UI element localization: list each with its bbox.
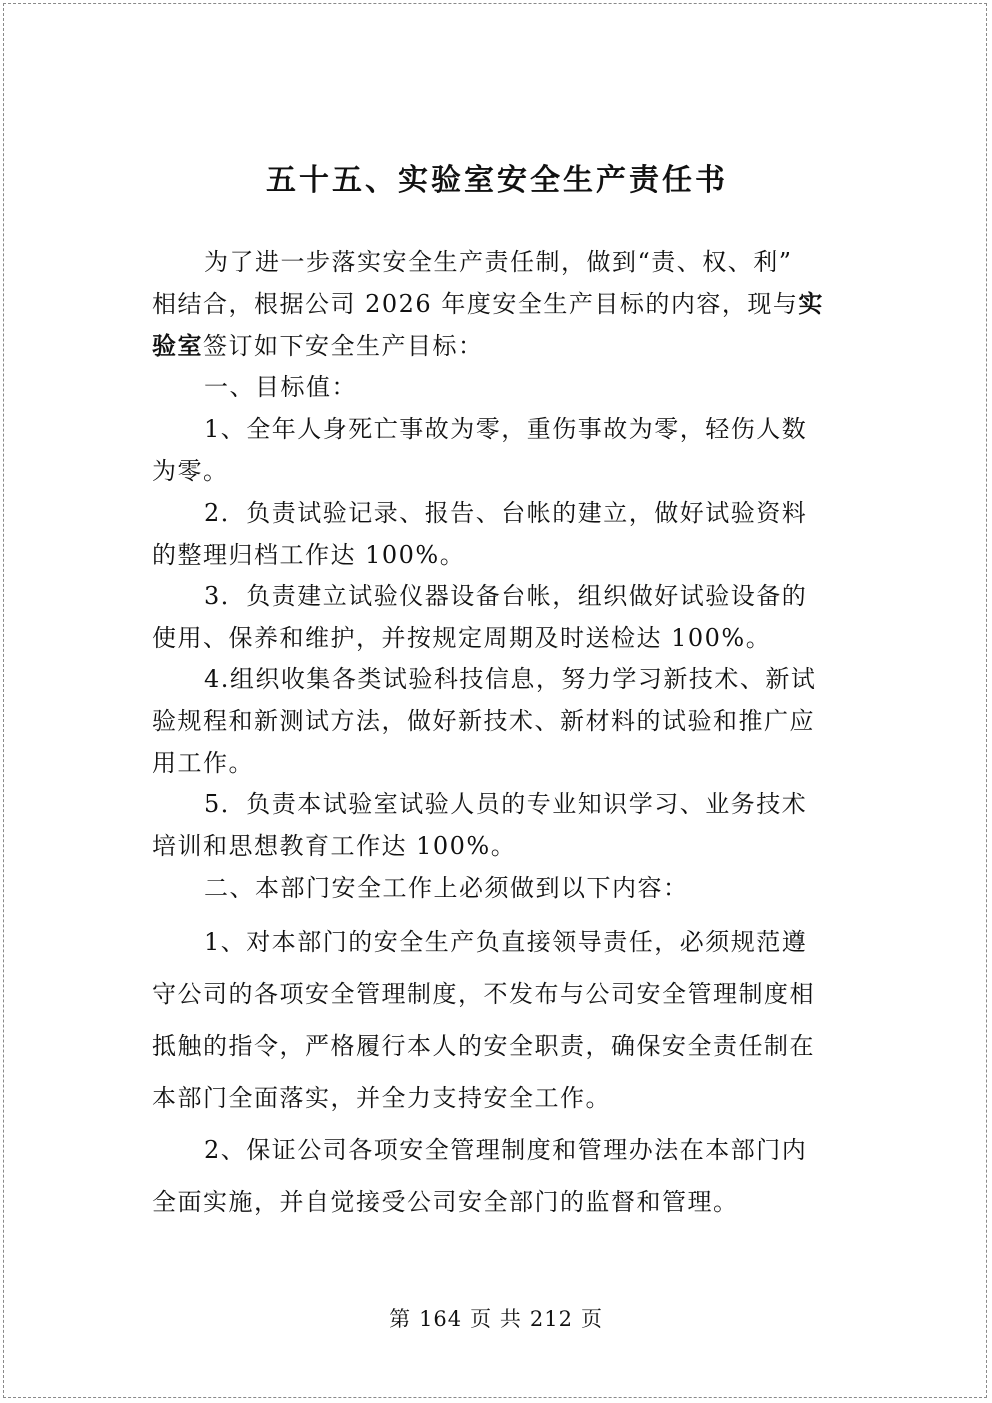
item-line: 2、保证公司各项安全管理制度和管理办法在本部门内 (204, 1136, 808, 1164)
item-line: 用工作。 (152, 749, 254, 777)
item-line: 为零。 (152, 457, 229, 485)
intro-line: 为了进一步落实安全生产责任制，做到“责、权、利” (204, 248, 793, 276)
intro-text: 签订如下安全生产目标： (203, 332, 484, 360)
section1-item3 (152, 575, 842, 659)
intro-text: 相结合，根据公司 2026 年度安全生产目标的内容，现与 (152, 290, 799, 318)
section-heading: 一、目标值： (204, 373, 357, 401)
intro-bold-text: 实 (798, 289, 824, 318)
section1-item4 (152, 658, 842, 784)
item-line: 1、对本部门的安全生产负直接领导责任，必须规范遵 (204, 928, 808, 956)
current-page-number: 164 (419, 1307, 463, 1331)
intro-bold-text: 验室 (152, 331, 203, 360)
section2-heading (152, 867, 842, 909)
intro-line (152, 325, 842, 367)
section2-item1 (152, 916, 842, 1124)
item-line: 验规程和新测试方法，做好新技术、新材料的试验和推广应 (152, 707, 815, 735)
item-line: 2．负责试验记录、报告、台帐的建立，做好试验资料 (204, 499, 808, 527)
footer-prefix: 第 (389, 1307, 412, 1331)
section1-heading (152, 366, 842, 408)
footer-middle: 页 共 (470, 1307, 522, 1331)
item-line: 本部门全面落实，并全力支持安全工作。 (152, 1084, 611, 1112)
document-title: 五十五、实验室安全生产责任书 (266, 163, 728, 198)
item-line: 1、全年人身死亡事故为零，重伤事故为零，轻伤人数 (204, 415, 808, 443)
footer-suffix: 页 (580, 1307, 603, 1331)
item-line: 5．负责本试验室试验人员的专业知识学习、业务技术 (204, 790, 808, 818)
item-line: 守公司的各项安全管理制度，不发布与公司安全管理制度相 (152, 980, 815, 1008)
intro-line (152, 283, 842, 325)
total-page-count: 212 (529, 1307, 573, 1331)
section-heading: 二、本部门安全工作上必须做到以下内容： (204, 874, 689, 902)
item-line: 使用、保养和维护，并按规定周期及时送检达 100%。 (152, 624, 772, 652)
section1-item1 (152, 408, 842, 492)
intro-paragraph (152, 241, 842, 367)
item-line: 3．负责建立试验仪器设备台帐，组织做好试验设备的 (204, 582, 808, 610)
page-footer (0, 1303, 992, 1333)
item-line: 的整理归档工作达 100%。 (152, 541, 466, 569)
item-line: 抵触的指令，严格履行本人的安全职责，确保安全责任制在 (152, 1032, 815, 1060)
section2-item2 (152, 1124, 842, 1228)
item-line: 培训和思想教育工作达 100%。 (152, 832, 517, 860)
item-line: 4.组织收集各类试验科技信息，努力学习新技术、新试 (204, 665, 817, 693)
section1-item2 (152, 492, 842, 576)
section1-item5 (152, 783, 842, 867)
item-line: 全面实施，并自觉接受公司安全部门的监督和管理。 (152, 1188, 739, 1216)
